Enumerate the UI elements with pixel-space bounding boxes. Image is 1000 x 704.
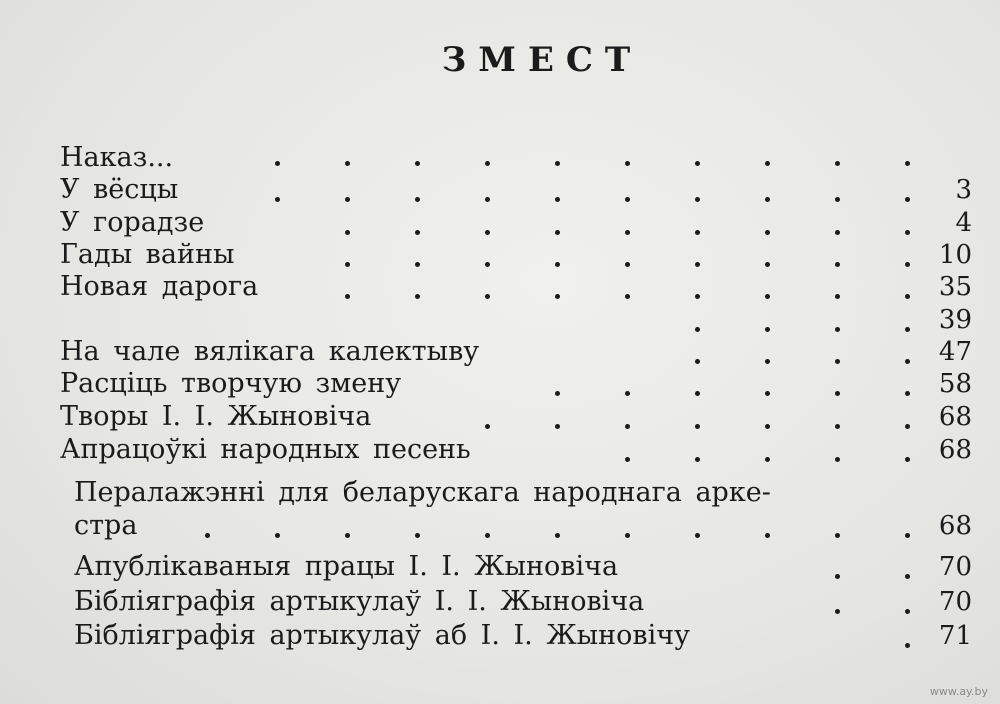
leader-dot bbox=[695, 391, 700, 396]
leader-dot bbox=[905, 294, 910, 299]
toc-entry bbox=[60, 172, 972, 208]
leader-dot bbox=[835, 533, 840, 538]
leader-dot bbox=[835, 197, 840, 202]
toc-entry-label: Апублікаваныя працы І. І. Жыновіча bbox=[74, 551, 619, 582]
leader-dot bbox=[835, 424, 840, 429]
leader-dot bbox=[275, 197, 280, 202]
toc-entry bbox=[60, 366, 972, 402]
leader-dot bbox=[555, 294, 560, 299]
leader-dot bbox=[695, 457, 700, 462]
leader-dot bbox=[695, 327, 700, 332]
leader-dot bbox=[625, 424, 630, 429]
leader-dot bbox=[905, 359, 910, 364]
leader-dot bbox=[905, 391, 910, 396]
toc-entry bbox=[60, 399, 972, 435]
leader-dot bbox=[835, 359, 840, 364]
leader-dot bbox=[905, 643, 910, 648]
leader-dot bbox=[835, 574, 840, 579]
toc-entry-label: Бібліяграфія артыкулаў І. І. Жыновіча bbox=[74, 586, 645, 617]
toc-entry-page: 70 bbox=[938, 552, 972, 582]
toc-entry-label: Апрацоўкі народных песень bbox=[60, 434, 471, 465]
leader-dot bbox=[905, 574, 910, 579]
toc-entry-label: стра bbox=[74, 510, 138, 541]
toc-entry-label: Гады вайны bbox=[60, 239, 235, 270]
leader-dot bbox=[205, 533, 210, 538]
toc-entry-label: Бібліяграфія артыкулаў аб І. І. Жыновічу bbox=[74, 620, 690, 651]
leader-dot bbox=[695, 161, 700, 166]
leader-dot bbox=[765, 161, 770, 166]
toc-entry-label: Творы І. І. Жыновіча bbox=[60, 401, 372, 432]
leader-dot bbox=[415, 262, 420, 267]
leader-dot bbox=[905, 161, 910, 166]
toc-entry-page: 47 bbox=[938, 337, 972, 367]
leader-dot bbox=[485, 424, 490, 429]
leader-dot bbox=[765, 197, 770, 202]
leader-dot bbox=[835, 457, 840, 462]
leader-dot bbox=[765, 262, 770, 267]
toc-entry bbox=[60, 237, 972, 273]
toc-entry-page: 68 bbox=[938, 435, 972, 465]
toc-entry-page: 4 bbox=[955, 208, 972, 238]
leader-dot bbox=[485, 197, 490, 202]
leader-dot bbox=[765, 327, 770, 332]
leader-dot bbox=[345, 230, 350, 235]
toc-entry-page: 39 bbox=[938, 305, 972, 335]
leader-dot bbox=[905, 197, 910, 202]
toc-entry bbox=[60, 269, 972, 305]
leader-dot bbox=[905, 327, 910, 332]
leader-dot bbox=[415, 197, 420, 202]
page-title: ЗМЕСТ bbox=[441, 40, 643, 80]
leader-dot bbox=[625, 230, 630, 235]
leader-dot bbox=[695, 197, 700, 202]
leader-dot bbox=[415, 230, 420, 235]
toc-entry-label: У вёсцы bbox=[60, 174, 179, 205]
toc-entry-page: 58 bbox=[938, 369, 972, 399]
leader-dot bbox=[555, 262, 560, 267]
leader-dot bbox=[905, 262, 910, 267]
leader-dot bbox=[765, 533, 770, 538]
toc-entry bbox=[60, 508, 972, 544]
leader-dot bbox=[765, 391, 770, 396]
toc-entry bbox=[60, 549, 972, 585]
leader-dot bbox=[765, 359, 770, 364]
leader-dot bbox=[695, 230, 700, 235]
toc-entry bbox=[60, 432, 972, 468]
leader-dot bbox=[835, 294, 840, 299]
leader-dot bbox=[555, 533, 560, 538]
leader-dot bbox=[625, 391, 630, 396]
leader-dot bbox=[345, 262, 350, 267]
leader-dot bbox=[835, 161, 840, 166]
leader-dot bbox=[555, 197, 560, 202]
toc-entry bbox=[60, 205, 972, 241]
leader-dot bbox=[905, 533, 910, 538]
leader-dot bbox=[765, 457, 770, 462]
leader-dot bbox=[485, 262, 490, 267]
toc-entry-page: 35 bbox=[938, 272, 972, 302]
leader-dot bbox=[695, 262, 700, 267]
toc-entry-page: 70 bbox=[938, 587, 972, 617]
leader-dot bbox=[485, 230, 490, 235]
leader-dot bbox=[625, 294, 630, 299]
toc-entry bbox=[60, 618, 972, 654]
toc-entry bbox=[60, 302, 972, 338]
leader-dot bbox=[905, 609, 910, 614]
toc-entry-label: Пералажэнні для беларускага народнага арке- bbox=[74, 477, 771, 508]
leader-dot bbox=[555, 391, 560, 396]
leader-dot bbox=[835, 391, 840, 396]
leader-dot bbox=[625, 262, 630, 267]
leader-dot bbox=[625, 457, 630, 462]
toc-entry bbox=[60, 584, 972, 620]
leader-dot bbox=[765, 294, 770, 299]
leader-dot bbox=[835, 609, 840, 614]
toc-entry-page: 68 bbox=[938, 402, 972, 432]
toc-entry-page: 3 bbox=[955, 175, 972, 205]
toc-entry bbox=[60, 475, 972, 511]
leader-dot bbox=[835, 327, 840, 332]
leader-dot bbox=[345, 533, 350, 538]
toc-entry bbox=[60, 334, 972, 370]
leader-dot bbox=[555, 230, 560, 235]
toc-entry bbox=[60, 140, 972, 176]
leader-dot bbox=[905, 424, 910, 429]
leader-dot bbox=[765, 424, 770, 429]
leader-dot bbox=[625, 533, 630, 538]
toc-entry-page: 10 bbox=[938, 240, 972, 270]
watermark: www.ay.by bbox=[929, 685, 988, 698]
toc-entry-label: У горадзе bbox=[60, 207, 205, 238]
leader-dot bbox=[625, 197, 630, 202]
toc-entry-label: На чале вялікага калектыву bbox=[60, 336, 480, 367]
toc-entry-label: Наказ... bbox=[60, 142, 174, 173]
toc-entry-page: 71 bbox=[938, 621, 972, 651]
leader-dot bbox=[695, 424, 700, 429]
leader-dot bbox=[345, 197, 350, 202]
leader-dot bbox=[835, 230, 840, 235]
leader-dot bbox=[765, 230, 770, 235]
leader-dot bbox=[275, 533, 280, 538]
leader-dot bbox=[555, 424, 560, 429]
leader-dot bbox=[905, 230, 910, 235]
leader-dot bbox=[485, 161, 490, 166]
leader-dot bbox=[345, 294, 350, 299]
toc-entry-label: Расціць творчую змену bbox=[60, 368, 402, 399]
toc-entry-label: Новая дарога bbox=[60, 271, 259, 302]
leader-dot bbox=[905, 457, 910, 462]
leader-dot bbox=[625, 161, 630, 166]
leader-dot bbox=[415, 533, 420, 538]
leader-dot bbox=[485, 533, 490, 538]
leader-dot bbox=[695, 533, 700, 538]
leader-dot bbox=[695, 294, 700, 299]
leader-dot bbox=[555, 161, 560, 166]
leader-dot bbox=[415, 294, 420, 299]
leader-dot bbox=[415, 161, 420, 166]
leader-dot bbox=[345, 161, 350, 166]
leader-dot bbox=[275, 161, 280, 166]
leader-dot bbox=[485, 294, 490, 299]
toc-entry-page: 68 bbox=[938, 511, 972, 541]
leader-dot bbox=[835, 262, 840, 267]
leader-dot bbox=[695, 359, 700, 364]
